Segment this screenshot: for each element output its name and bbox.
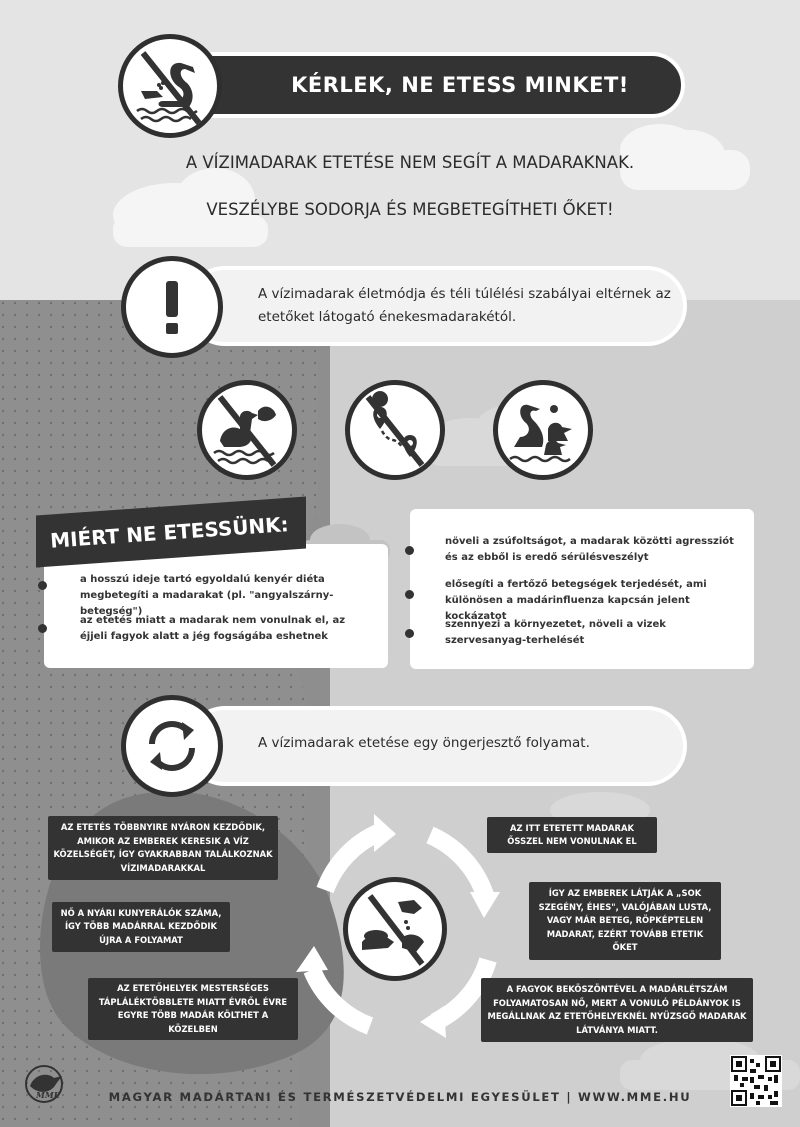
swan-ducks-icon — [498, 385, 588, 475]
no-feeding-icon-circle — [118, 34, 222, 138]
why-title: MIÉRT NE ETESSÜNK: — [49, 512, 290, 553]
qr-code — [730, 1055, 782, 1107]
info-icon-circle — [121, 256, 223, 358]
why-right-item-1: növeli a zsúfoltságot, a madarak közötti agressziót és az ebből is eredő sérülésveszélyt — [445, 536, 734, 563]
bullet-dot — [405, 546, 414, 555]
header-line-2: VESZÉLYBE SODORJA ÉS MEGBETEGÍTHETI ŐKET! — [206, 200, 614, 219]
cycle-box-1: AZ ETETÉS TÖBBNYIRE NYÁRON KEZDŐDIK, AMIKOR AZ EMBEREK KERESIK A VÍZ KÖZELSÉGÉT, ÍGY GYAKRABBAN TALÁLKOZNAK VÍZIMADARAKKAL — [48, 816, 278, 880]
cycle-box-5: AZ ETETŐHELYEK MESTERSÉGES TÁPLÁLÉKTÖBBLETE MIATT ÉVRŐL ÉVRE EGYRE TÖBB MADÁR KÖLTHET A KÖZELBEN — [88, 978, 298, 1040]
no-feeding-swan-icon — [123, 39, 217, 133]
why-right-item-2: elősegíti a fertőző betegségek terjedését, ami különösen a madárinfluenza kapcsán jelent kockázatot — [445, 579, 707, 622]
info-text: A vízimadarak életmódja és téli túlélési szabályai eltérnek az etetőket látogató énekesmadarakétól. — [258, 286, 671, 325]
qr-code-icon — [730, 1055, 782, 1107]
why-right-item-3: szennyezi a környezetet, növeli a vizek szervesanyag-terhelését — [445, 619, 666, 646]
cycle-text: A vízimadarak etetése egy öngerjesztő folyamat. — [258, 735, 590, 751]
bullet-dot — [405, 629, 414, 638]
footer-text: MAGYAR MADÁRTANI ÉS TERMÉSZETVÉDELMI EGYESÜLET | WWW.MME.HU — [108, 1090, 692, 1104]
cycle-box-2: AZ ITT ETETETT MADARAK ŐSSZEL NEM VONULNAK EL — [487, 817, 657, 853]
cycle-box-4: A FAGYOK BEKÖSZÖNTÉVEL A MADÁRLÉTSZÁM FOLYAMATOSAN NŐ, MERT A VONULÓ PÉLDÁNYOK IS MEGÁLLNAK AZ ETETŐHELYEKNÉL NYÜZSGŐ MADARAK LÁTVÁNYA MIATT. — [481, 978, 753, 1042]
refresh-icon — [126, 700, 218, 792]
no-bread-hands-icon — [348, 882, 442, 976]
no-bread-icon-circle — [197, 380, 297, 480]
cycle-center-icon-circle — [343, 877, 447, 981]
bullet-dot — [38, 581, 47, 590]
cycle-box-6: NŐ A NYÁRI KUNYERÁLÓK SZÁMA, ÍGY TÖBB MADÁRRAL KEZDŐDIK ÚJRA A FOLYAMAT — [52, 902, 230, 952]
footer-logo-text: MME — [36, 1090, 60, 1100]
why-left-item-1: a hosszú ideje tartó egyoldalú kenyér diéta megbetegíti a madarakat (pl. "angyalszárny-betegség") — [80, 574, 334, 617]
bullet-dot — [405, 590, 414, 599]
page-title: KÉRLEK, NE ETESS MINKET! — [291, 73, 629, 97]
crowding-icon-circle — [493, 380, 593, 480]
no-travel-icon-circle — [345, 380, 445, 480]
why-left-item-2: az etetés miatt a madarak nem vonulnak el, az éjjeli fagyok alatt a jég fogságába eshetnek — [80, 615, 346, 642]
no-bread-duck-icon — [202, 385, 292, 475]
cycle-icon-circle — [121, 695, 223, 797]
bullet-dot — [38, 624, 47, 633]
exclamation-icon — [126, 261, 218, 353]
cycle-box-3: ÍGY AZ EMBEREK LÁTJÁK A „SOK SZEGÉNY, ÉHES", VALÓJÁBAN LUSTA, VAGY MÁR BETEG, RÖPKÉPTELEN MADARAT, EZÉRT TOVÁBB ETETIK ŐKET — [529, 882, 721, 960]
no-migration-icon — [350, 385, 440, 475]
header-line-1: A VÍZIMADARAK ETETÉSE NEM SEGÍT A MADARAKNAK. — [185, 153, 635, 172]
